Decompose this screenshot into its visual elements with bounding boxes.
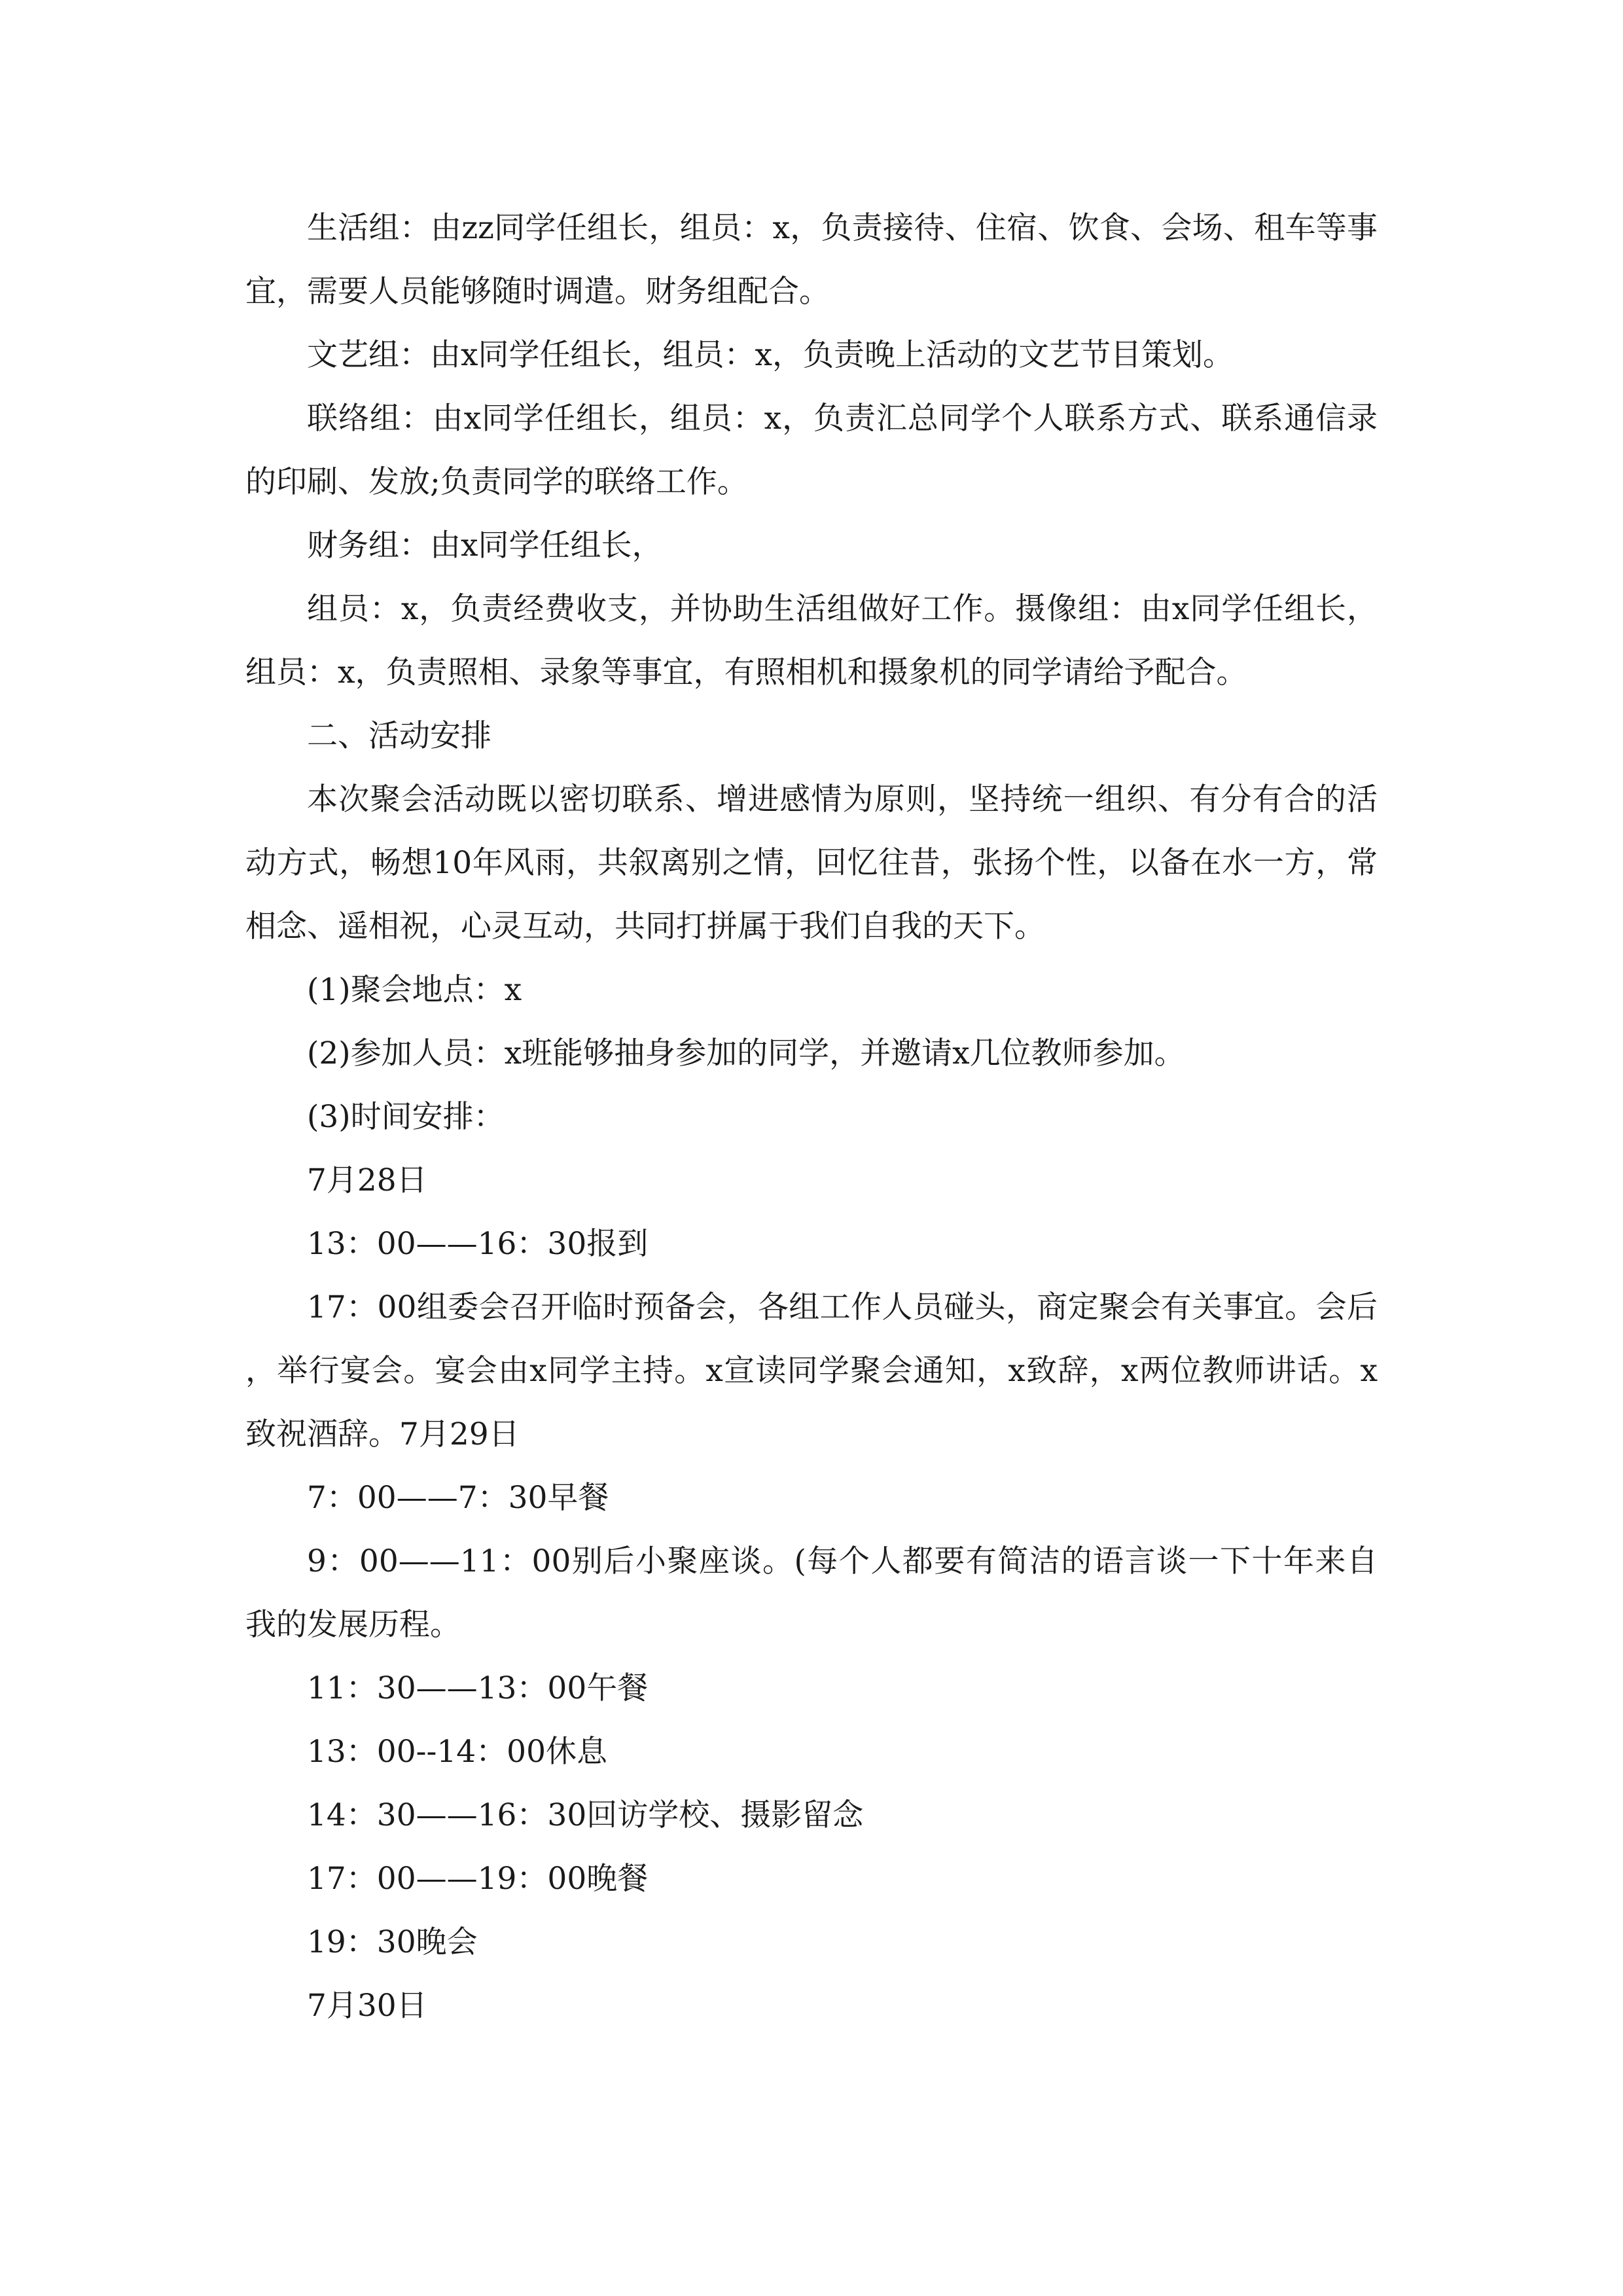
schedule-item-discussion: 9：00——11：00别后小聚座谈。(每个人都要有简洁的语言谈一下十年来自我的发展历程。	[245, 1543, 1378, 1643]
schedule-item-registration: 13：00——16：30报到	[307, 1226, 649, 1262]
schedule-item-breakfast: 7：00——7：30早餐	[307, 1480, 609, 1516]
section-heading-activity-arrangement: 二、活动安排	[307, 718, 491, 754]
paragraph-finance-members-photo-group: 组员：x，负责经费收支，并协助生活组做好工作。摄像组：由x同学任组长，组员：x，负责照相、录象等事宜，有照相机和摄象机的同学请给予配合。	[245, 591, 1378, 691]
schedule-date-july-30: 7月30日	[307, 1988, 427, 2024]
paragraph-finance-group: 财务组：由x同学任组长，	[307, 528, 663, 564]
paragraph-arts-group: 文艺组：由x同学任组长，组员：x，负责晚上活动的文艺节目策划。	[307, 337, 1234, 373]
schedule-item-evening-party: 19：30晚会	[307, 1924, 478, 1960]
document-body	[245, 196, 1378, 2037]
schedule-item-preparatory-meeting: 17：00组委会召开临时预备会，各组工作人员碰头，商定聚会有关事宜。会后，举行宴会。宴会由x同学主持。x宣读同学聚会通知，x致辞，x两位教师讲话。x致祝酒辞。7月29日	[245, 1289, 1378, 1452]
schedule-item-dinner: 17：00——19：00晚餐	[307, 1861, 649, 1897]
paragraph-activity-principle: 本次聚会活动既以密切联系、增进感情为原则，坚持统一组织、有分有合的活动方式，畅想10年风雨，共叙离别之情，回忆往昔，张扬个性，以备在水一方，常相念、遥相祝，心灵互动，共同打拼属于我们自我的天下。	[245, 781, 1378, 944]
paragraph-schedule-heading: (3)时间安排：	[307, 1099, 505, 1135]
paragraph-participants: (2)参加人员：x班能够抽身参加的同学，并邀请x几位教师参加。	[307, 1035, 1185, 1071]
paragraph-venue: (1)聚会地点：x	[307, 972, 522, 1008]
schedule-item-school-visit: 14：30——16：30回访学校、摄影留念	[307, 1797, 864, 1833]
schedule-date-july-28: 7月28日	[307, 1162, 427, 1198]
paragraph-life-group: 生活组：由zz同学任组长，组员：x，负责接待、住宿、饮食、会场、租车等事宜，需要人员能够随时调遣。财务组配合。	[245, 210, 1378, 310]
paragraph-liaison-group: 联络组：由x同学任组长，组员：x，负责汇总同学个人联系方式、联系通信录的印刷、发放;负责同学的联络工作。	[245, 401, 1378, 500]
schedule-item-lunch: 11：30——13：00午餐	[307, 1670, 649, 1706]
schedule-item-rest: 13：00--14：00休息	[307, 1734, 607, 1770]
